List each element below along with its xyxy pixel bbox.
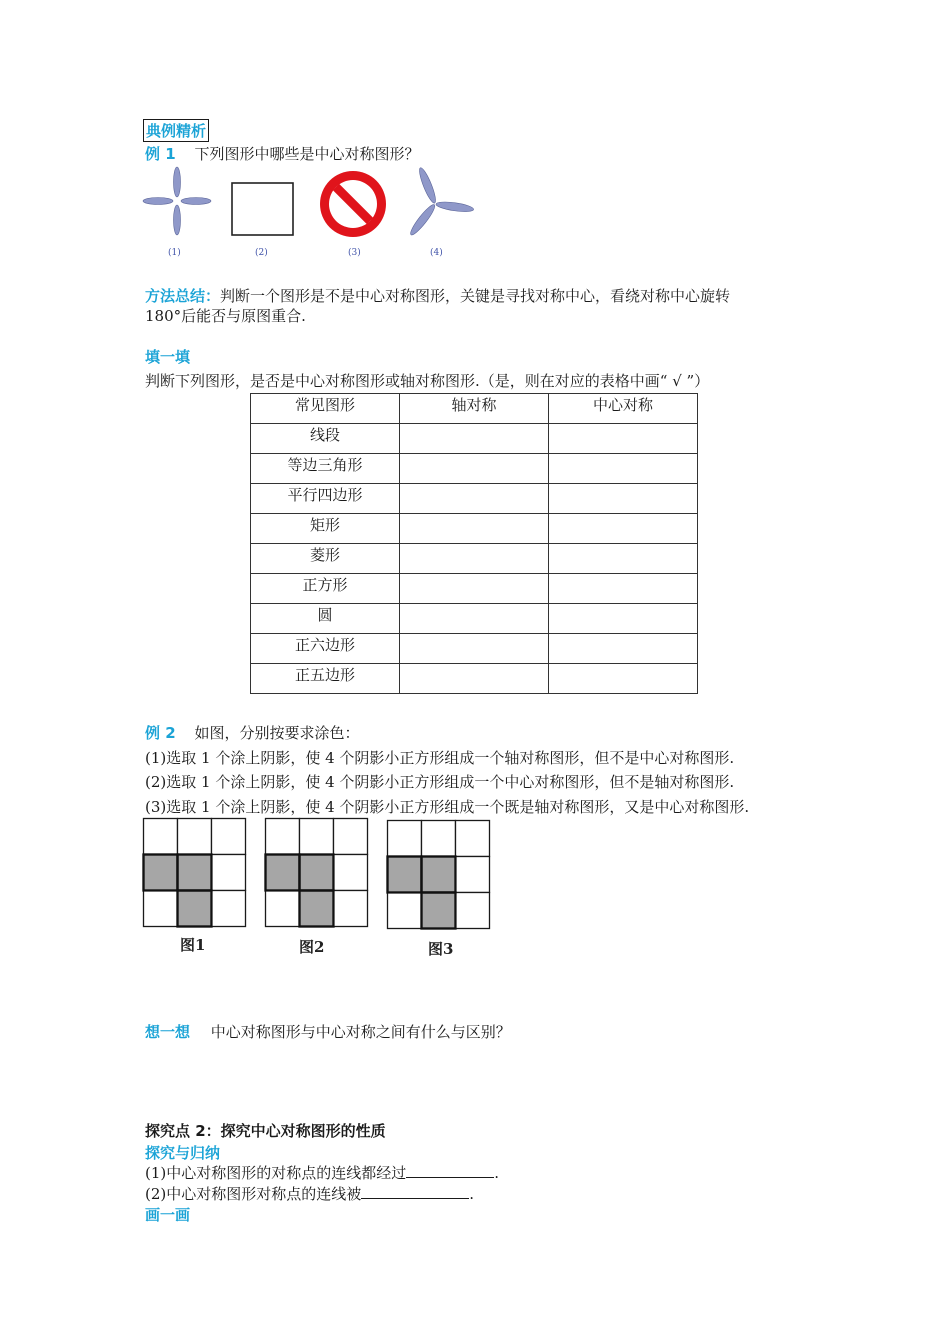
think-text: 中心对称图形与中心对称之间有什么与区别？	[210, 1023, 511, 1041]
axis-answer-cell[interactable]	[400, 514, 549, 544]
table-row-label: 圆	[251, 604, 400, 634]
table-row-label: 等边三角形	[251, 454, 400, 484]
think-line	[145, 1021, 511, 1042]
grid-cell[interactable]	[422, 821, 456, 857]
table-header-cell: 常见图形	[251, 394, 400, 424]
example2-item-3: (3)选取 1 个涂上阴影，使 4 个阴影小正方形组成一个既是轴对称图形，又是中心对称图形.	[145, 798, 750, 816]
grid-figure-3	[386, 819, 491, 930]
axis-answer-cell[interactable]	[400, 634, 549, 664]
shaded-cell	[422, 893, 456, 929]
grid-cell[interactable]	[300, 819, 334, 855]
grid-cell[interactable]	[144, 891, 178, 927]
grid-cell[interactable]	[266, 891, 300, 927]
example1-figures	[140, 162, 485, 244]
center-answer-cell[interactable]	[549, 634, 698, 664]
example2-intro: 如图，分别按要求涂色：	[194, 724, 360, 742]
explore2-item-2-end: .	[469, 1185, 475, 1203]
center-answer-cell[interactable]	[549, 604, 698, 634]
example1-question: 下列图形中哪些是中心对称图形？	[194, 145, 420, 163]
axis-answer-cell[interactable]	[400, 664, 549, 694]
shaded-cell	[144, 855, 178, 891]
method-summary-text1: 判断一个图形是不是中心对称图形，关键是寻找对称中心，看绕对称中心旋转	[220, 287, 731, 305]
think-label: 想一想	[145, 1023, 191, 1041]
table-row	[251, 664, 698, 694]
four-petal-figure	[143, 167, 211, 235]
center-answer-cell[interactable]	[549, 454, 698, 484]
fill-in-instruction: 判断下列图形，是否是中心对称图形或轴对称图形.（是，则在对应的表格中画“ √ ”）	[145, 372, 710, 390]
axis-answer-cell[interactable]	[400, 424, 549, 454]
figure-label-4: (4)	[430, 248, 443, 258]
shaded-cell	[300, 855, 334, 891]
figure-label-1: (1)	[168, 248, 181, 258]
table-row	[251, 424, 698, 454]
shaded-cell	[422, 857, 456, 893]
table-header-cell: 中心对称	[549, 394, 698, 424]
grid-cell[interactable]	[266, 819, 300, 855]
table-row	[251, 634, 698, 664]
grid-cell[interactable]	[456, 857, 490, 893]
shaded-cell	[300, 891, 334, 927]
table-row-label: 菱形	[251, 544, 400, 574]
grid-cell[interactable]	[334, 819, 368, 855]
explore2-item-1-text: (1)中心对称图形的对称点的连线都经过	[145, 1164, 407, 1182]
grid-cell[interactable]	[334, 855, 368, 891]
table-row	[251, 454, 698, 484]
symmetry-table	[250, 393, 698, 694]
table-row-label: 平行四边形	[251, 484, 400, 514]
shaded-cell	[178, 891, 212, 927]
explore2-title: 探究点 2：探究中心对称图形的性质	[145, 1122, 386, 1140]
method-summary-line1	[145, 285, 730, 306]
center-answer-cell[interactable]	[549, 574, 698, 604]
center-answer-cell[interactable]	[549, 544, 698, 574]
grid-cell[interactable]	[144, 819, 178, 855]
grid-caption-2: 图2	[299, 938, 325, 956]
center-answer-cell[interactable]	[549, 484, 698, 514]
table-header-row	[251, 394, 698, 424]
method-summary-label: 方法总结：	[145, 287, 221, 305]
grid-cell[interactable]	[212, 819, 246, 855]
example2-item-1: (1)选取 1 个涂上阴影，使 4 个阴影小正方形组成一个轴对称图形，但不是中心对称图形.	[145, 749, 735, 767]
three-blade-figure	[408, 166, 474, 237]
table-row-label: 线段	[251, 424, 400, 454]
answer-blank-2[interactable]	[361, 1184, 469, 1199]
grid-cell[interactable]	[456, 821, 490, 857]
axis-answer-cell[interactable]	[400, 484, 549, 514]
example1-label: 例 1	[145, 145, 176, 163]
table-row-label: 正六边形	[251, 634, 400, 664]
example1-line	[145, 143, 419, 164]
example2-label: 例 2	[145, 724, 176, 742]
table-row	[251, 484, 698, 514]
center-answer-cell[interactable]	[549, 514, 698, 544]
table-row	[251, 514, 698, 544]
table-row	[251, 544, 698, 574]
axis-answer-cell[interactable]	[400, 544, 549, 574]
example2-line	[145, 722, 359, 743]
figure-label-2: (2)	[255, 248, 268, 258]
section-title: 典例精析	[143, 119, 209, 142]
grid-cell[interactable]	[334, 891, 368, 927]
explore2-item-1	[145, 1162, 499, 1183]
axis-answer-cell[interactable]	[400, 574, 549, 604]
grid-caption-1: 图1	[180, 936, 206, 954]
center-answer-cell[interactable]	[549, 664, 698, 694]
shaded-cell	[266, 855, 300, 891]
grid-figure-1	[142, 817, 247, 928]
fill-in-label: 填一填	[145, 348, 191, 366]
prohibition-sign-figure	[320, 171, 386, 237]
center-answer-cell[interactable]	[549, 424, 698, 454]
grid-cell[interactable]	[388, 893, 422, 929]
explore2-item-2-text: (2)中心对称图形对称点的连线被	[145, 1185, 362, 1203]
table-row-label: 正方形	[251, 574, 400, 604]
explore2-item-2	[145, 1183, 474, 1204]
answer-blank-1[interactable]	[406, 1163, 494, 1178]
shaded-cell	[388, 857, 422, 893]
example2-item-2: (2)选取 1 个涂上阴影，使 4 个阴影小正方形组成一个中心对称图形，但不是轴对称图形.	[145, 773, 735, 791]
axis-answer-cell[interactable]	[400, 604, 549, 634]
grid-caption-3: 图3	[428, 940, 454, 958]
table-header-cell: 轴对称	[400, 394, 549, 424]
explore2-subtitle: 探究与归纳	[145, 1144, 221, 1162]
table-row	[251, 574, 698, 604]
grid-cell[interactable]	[212, 891, 246, 927]
rectangle-figure	[232, 183, 293, 235]
grid-figure-2	[264, 817, 369, 928]
axis-answer-cell[interactable]	[400, 454, 549, 484]
grid-cell[interactable]	[178, 819, 212, 855]
method-summary-text2: 180°后能否与原图重合.	[145, 307, 306, 325]
grid-cell[interactable]	[456, 893, 490, 929]
draw-label: 画一画	[145, 1206, 191, 1224]
figure-label-3: (3)	[348, 248, 361, 258]
explore2-item-1-end: .	[494, 1164, 500, 1182]
grid-cell[interactable]	[212, 855, 246, 891]
table-row	[251, 604, 698, 634]
table-row-label: 矩形	[251, 514, 400, 544]
shaded-cell	[178, 855, 212, 891]
grid-cell[interactable]	[388, 821, 422, 857]
table-row-label: 正五边形	[251, 664, 400, 694]
